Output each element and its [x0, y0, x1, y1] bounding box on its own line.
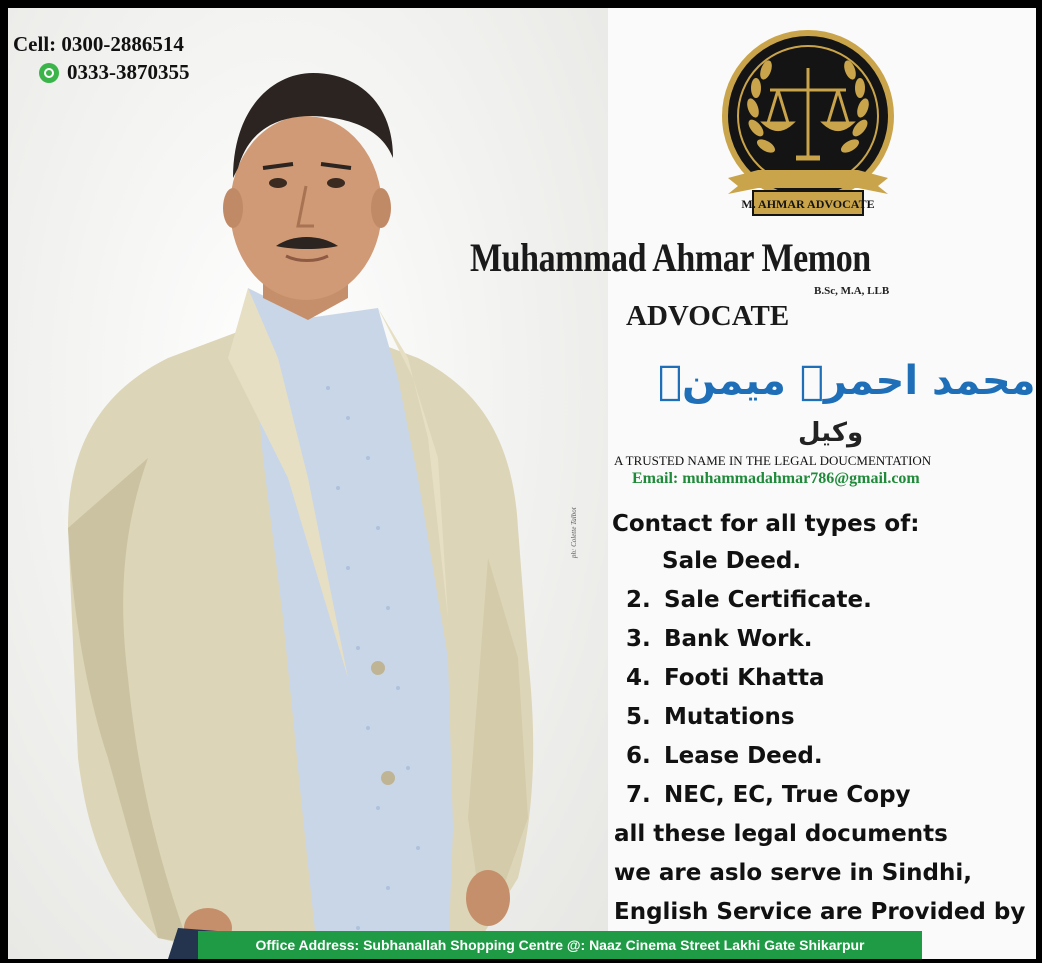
advocate-photo — [48, 58, 568, 959]
service-item — [626, 704, 795, 730]
email-address: Email: muhammadahmar786@gmail.com — [632, 470, 920, 487]
service-item — [626, 626, 812, 652]
whatsapp-icon — [39, 63, 59, 83]
tagline: A TRUSTED NAME IN THE LEGAL DOUCMENTATION — [614, 453, 932, 468]
service-label: Footi Khatta — [664, 665, 825, 691]
cell-number-text: Cell: 0300-2886514 — [13, 32, 184, 56]
closing-line: English Service are Provided by — [614, 899, 1026, 925]
service-number: 4. — [626, 665, 651, 691]
service-number: 5. — [626, 704, 651, 730]
service-number: 6. — [626, 743, 651, 769]
service-item — [626, 782, 911, 808]
closing-line: we are aslo serve in Sindhi, — [614, 860, 973, 886]
service-number: 2. — [626, 587, 651, 613]
advocate-logo — [708, 28, 908, 228]
office-address: Office Address: Subhanallah Shopping Centre @: Naaz Cinema Street Lakhi Gate Shikarpur — [255, 937, 865, 953]
urdu-name: محمد احمرؔ میمنؔ — [658, 358, 1036, 404]
poster-card — [8, 8, 1036, 959]
service-item — [662, 548, 801, 574]
cell-number — [13, 32, 184, 57]
logo-banner-text: M. AHMAR ADVOCATE — [741, 197, 875, 211]
service-label: Mutations — [664, 704, 795, 730]
service-item — [626, 665, 825, 691]
urdu-role: وکیل — [798, 418, 864, 448]
service-number: 3. — [626, 626, 651, 652]
service-label: Sale Deed. — [662, 548, 802, 574]
service-item — [626, 587, 872, 613]
whatsapp-number — [13, 60, 190, 85]
closing-line: all these legal documents — [614, 821, 948, 847]
service-label: Bank Work. — [664, 626, 813, 652]
service-item — [626, 743, 823, 769]
advocate-degrees: B.Sc, M.A, LLB — [814, 285, 890, 297]
service-label: NEC, EC, True Copy — [664, 782, 911, 808]
service-number: 7. — [626, 782, 651, 808]
advocate-name: Muhammad Ahmar Memon — [470, 235, 871, 280]
service-label: Sale Certificate. — [664, 587, 872, 613]
service-label: Lease Deed. — [664, 743, 823, 769]
services-heading: Contact for all types of: — [612, 511, 920, 537]
photo-credit: ph: Colette Talbot — [570, 507, 578, 558]
office-address-bar — [198, 931, 922, 959]
whatsapp-number-text: 0333-3870355 — [67, 60, 190, 84]
advocate-role: ADVOCATE — [626, 300, 790, 332]
